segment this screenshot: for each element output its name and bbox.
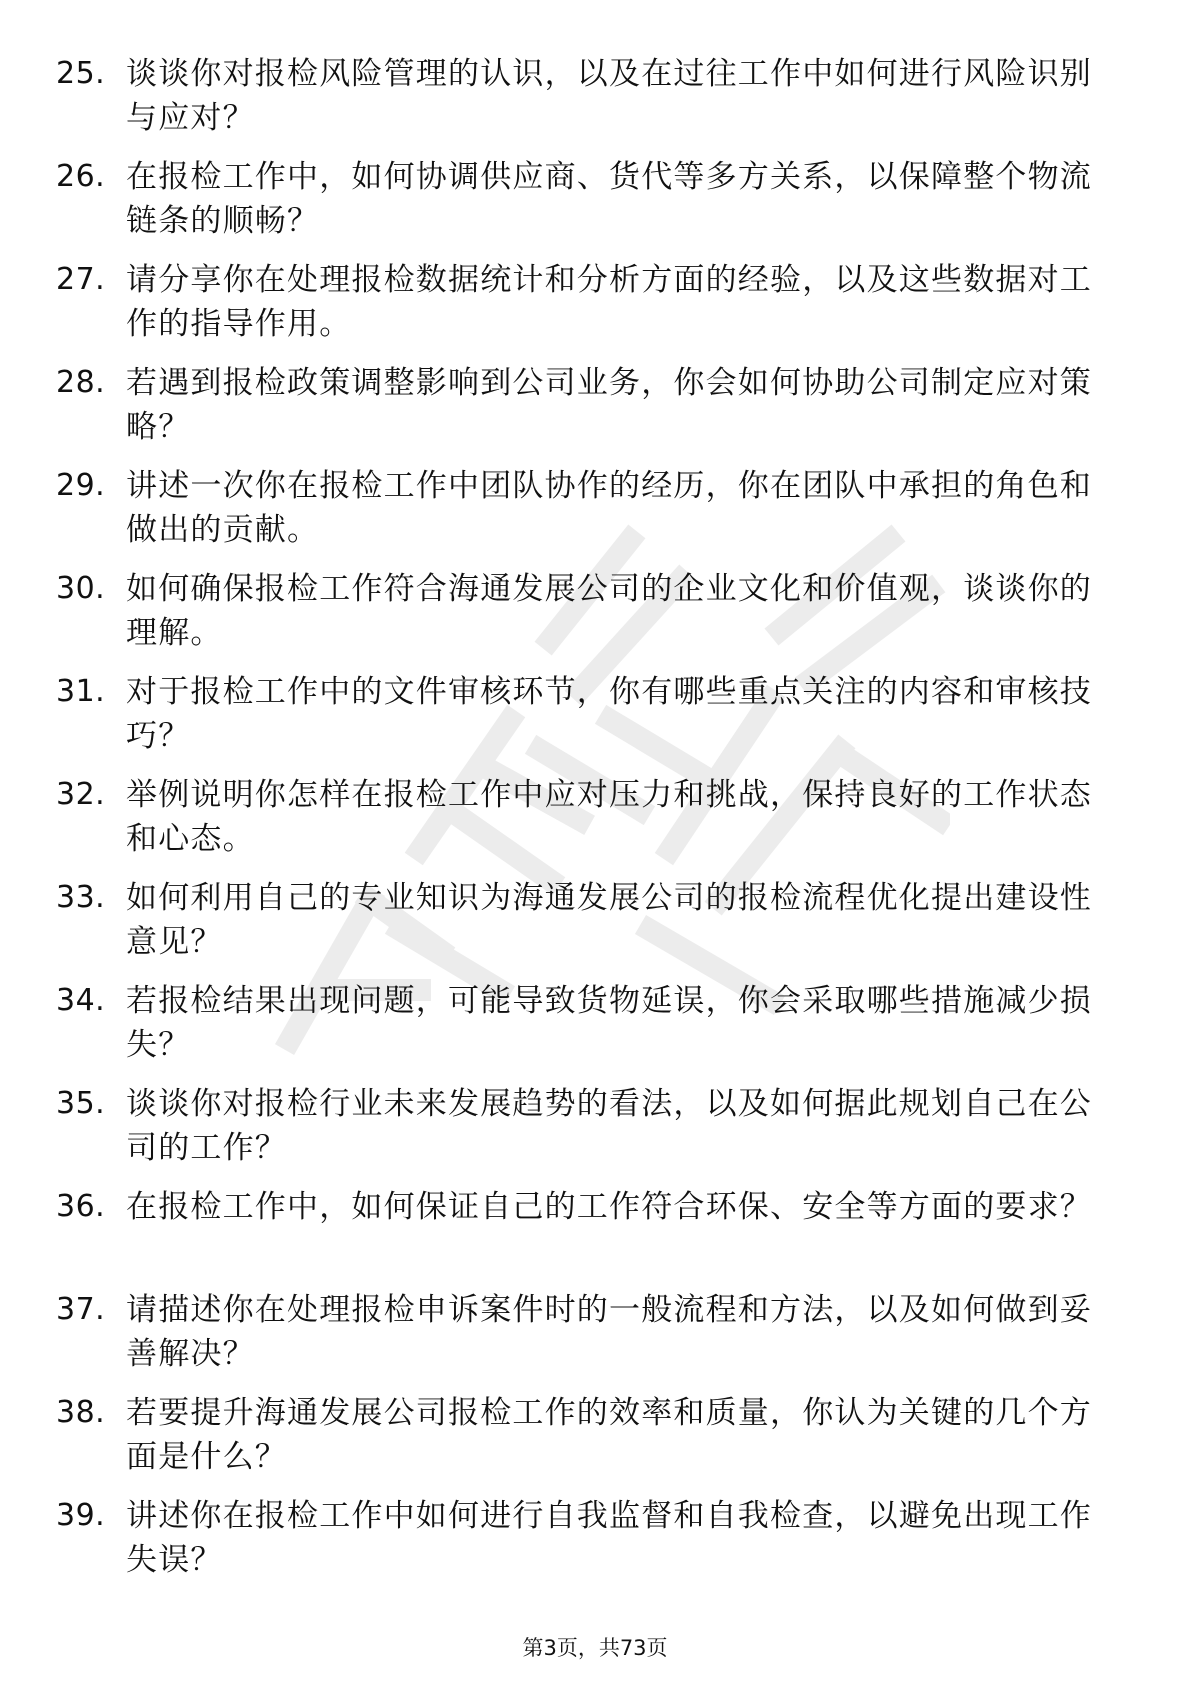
question-number: 26. — [56, 159, 106, 194]
question-item — [56, 670, 1116, 773]
question-text: 若遇到报检政策调整影响到公司业务，你会如何协助公司制定应对策略？ — [126, 365, 1092, 445]
question-text: 举例说明你怎样在报检工作中应对压力和挑战，保持良好的工作状态和心态。 — [126, 777, 1092, 857]
question-item — [56, 464, 1116, 567]
question-text: 若报检结果出现问题，可能导致货物延误，你会采取哪些措施减少损失？ — [126, 983, 1092, 1063]
question-item — [56, 1082, 1116, 1185]
question-number: 33. — [56, 880, 106, 915]
question-number: 25. — [56, 56, 106, 91]
question-item — [56, 773, 1116, 876]
question-text: 谈谈你对报检风险管理的认识，以及在过往工作中如何进行风险识别与应对？ — [126, 56, 1092, 136]
question-item — [56, 567, 1116, 670]
question-item — [56, 1185, 1116, 1288]
question-number: 38. — [56, 1395, 106, 1430]
question-item — [56, 361, 1116, 464]
question-item — [56, 1494, 1116, 1597]
question-text: 谈谈你对报检行业未来发展趋势的看法，以及如何据此规划自己在公司的工作？ — [126, 1086, 1092, 1166]
question-number: 28. — [56, 365, 106, 400]
question-text: 若要提升海通发展公司报检工作的效率和质量，你认为关键的几个方面是什么？ — [126, 1395, 1092, 1475]
question-text: 如何利用自己的专业知识为海通发展公司的报检流程优化提出建设性意见？ — [126, 880, 1092, 960]
question-number: 36. — [56, 1189, 106, 1224]
question-item — [56, 979, 1116, 1082]
question-text: 如何确保报检工作符合海通发展公司的企业文化和价值观，谈谈你的理解。 — [126, 571, 1092, 651]
page-footer: 第3页，共73页 — [522, 1636, 668, 1660]
question-item — [56, 876, 1116, 979]
question-number: 30. — [56, 571, 106, 606]
question-number: 31. — [56, 674, 106, 709]
question-number: 29. — [56, 468, 106, 503]
question-number: 32. — [56, 777, 106, 812]
question-text: 讲述一次你在报检工作中团队协作的经历，你在团队中承担的角色和做出的贡献。 — [126, 468, 1092, 548]
question-item — [56, 155, 1116, 258]
question-text: 请描述你在处理报检申诉案件时的一般流程和方法，以及如何做到妥善解决？ — [126, 1292, 1092, 1372]
question-list — [56, 52, 1116, 1597]
question-number: 27. — [56, 262, 106, 297]
question-number: 35. — [56, 1086, 106, 1121]
question-number: 39. — [56, 1498, 106, 1533]
question-text: 对于报检工作中的文件审核环节，你有哪些重点关注的内容和审核技巧？ — [126, 674, 1092, 754]
question-item — [56, 258, 1116, 361]
question-text: 在报检工作中，如何保证自己的工作符合环保、安全等方面的要求？ — [126, 1189, 1092, 1225]
question-number: 37. — [56, 1292, 106, 1327]
question-number: 34. — [56, 983, 106, 1018]
question-item — [56, 1391, 1116, 1494]
question-text: 讲述你在报检工作中如何进行自我监督和自我检查，以避免出现工作失误？ — [126, 1498, 1092, 1578]
question-item — [56, 52, 1116, 155]
question-text: 请分享你在处理报检数据统计和分析方面的经验，以及这些数据对工作的指导作用。 — [126, 262, 1092, 342]
question-item — [56, 1288, 1116, 1391]
question-text: 在报检工作中，如何协调供应商、货代等多方关系，以保障整个物流链条的顺畅？ — [126, 159, 1092, 239]
